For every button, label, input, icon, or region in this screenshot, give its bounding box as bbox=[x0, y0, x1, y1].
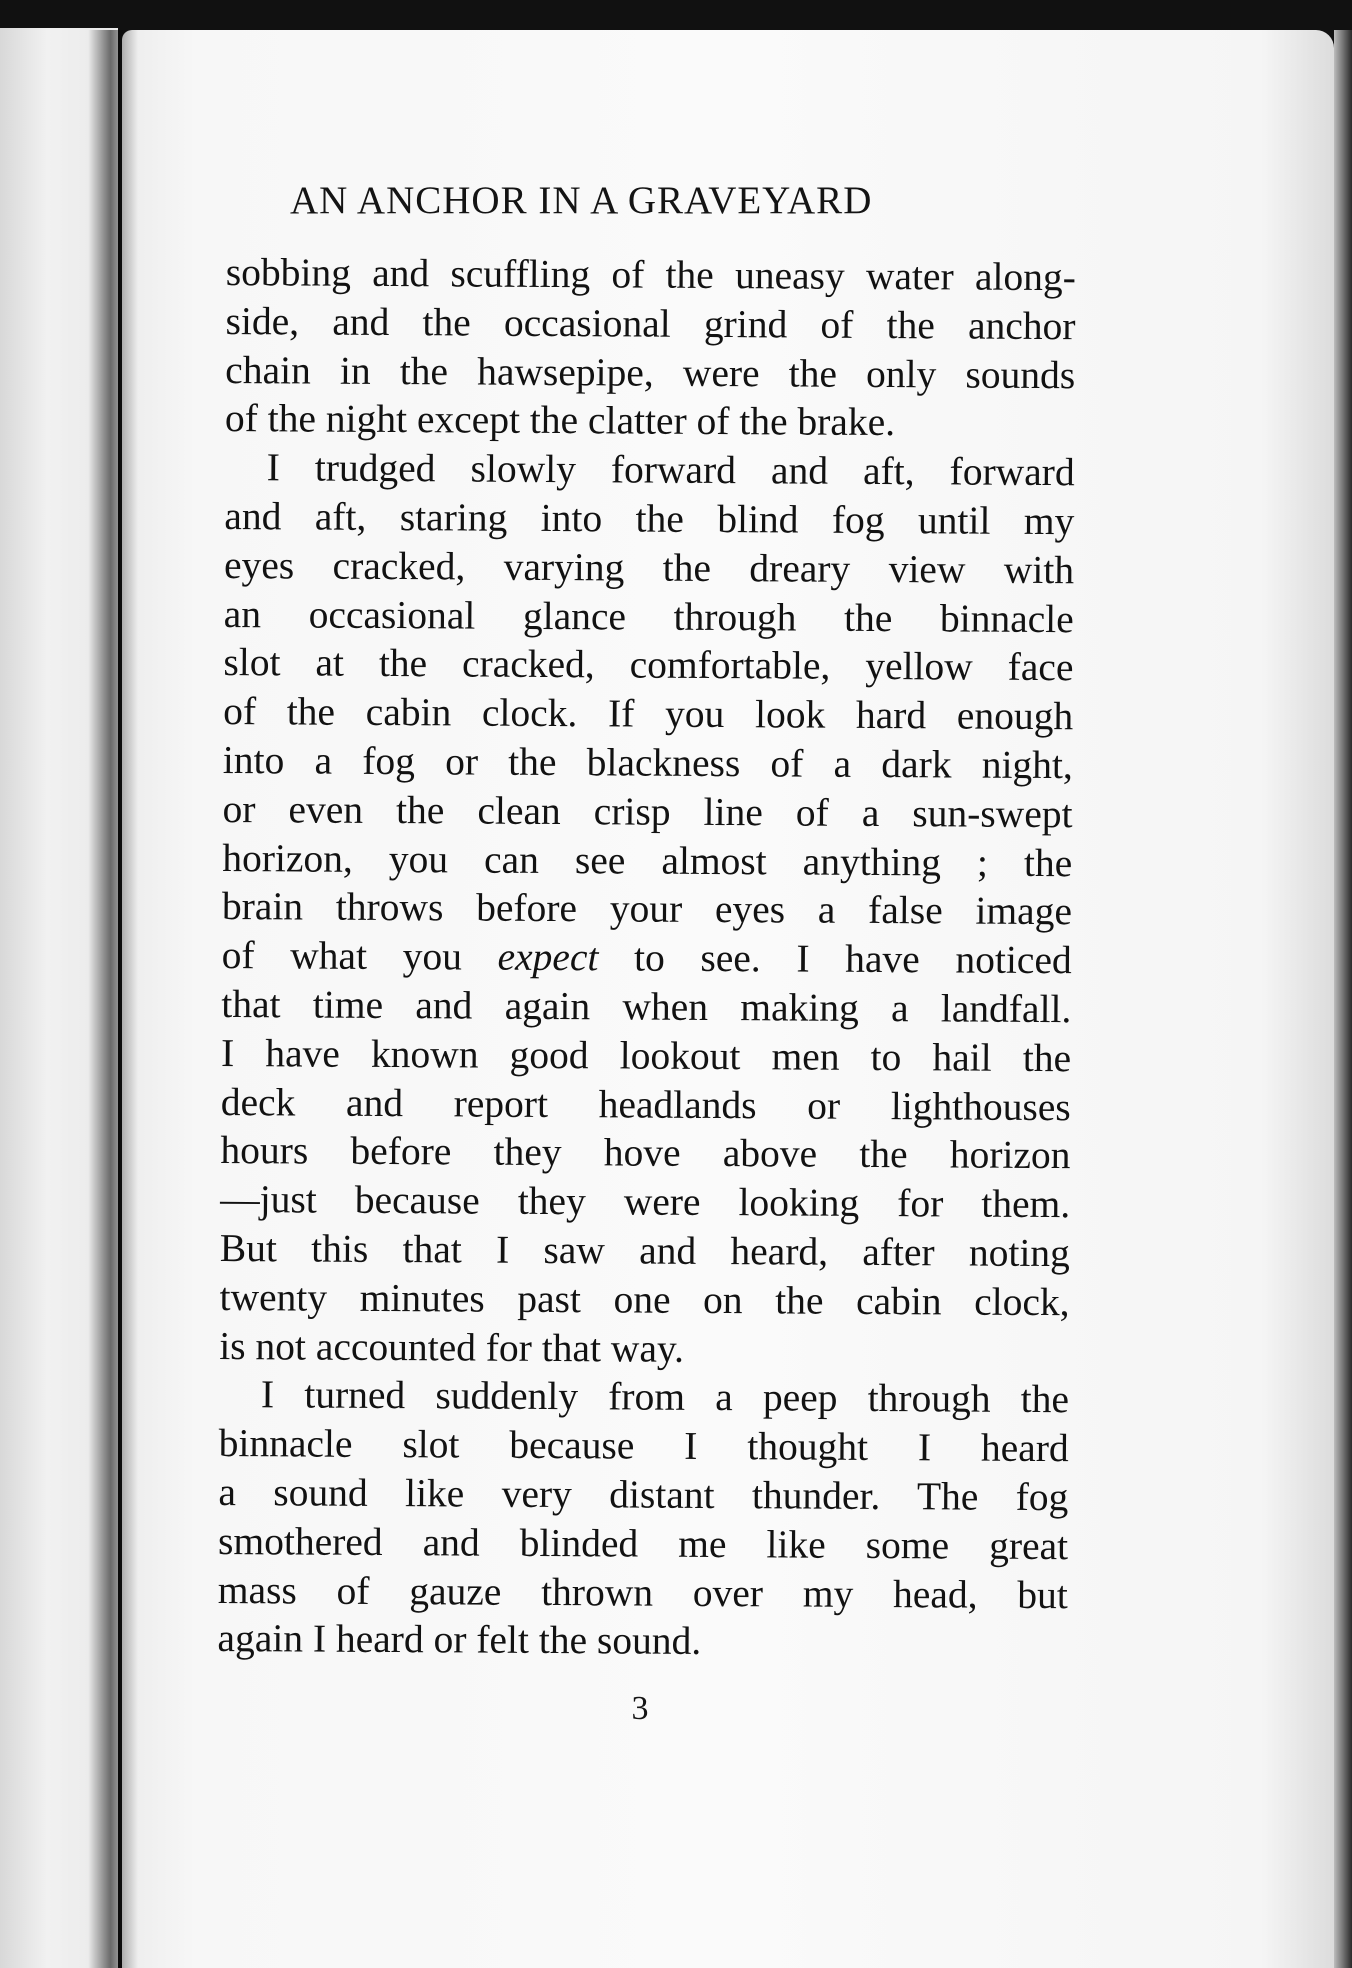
text-line: into a fog or the blackness of a dark night, bbox=[222, 737, 1073, 788]
text-line: chain in the hawsepipe, were the only sounds bbox=[225, 347, 1076, 397]
text-line: I have known good lookout men to hail the bbox=[220, 1030, 1072, 1080]
text-line: brain throws before your eyes a false image bbox=[221, 884, 1073, 934]
text-line: deck and report headlands or lighthouses bbox=[220, 1079, 1071, 1129]
paragraph-3 bbox=[217, 1370, 1069, 1668]
text-line: horizon, you can see almost anything ; the bbox=[222, 835, 1073, 885]
emphasized-word: expect bbox=[497, 934, 599, 980]
text-line: smothered and blinded me like some great bbox=[217, 1518, 1069, 1568]
text-line: I trudged slowly forward and aft, forward bbox=[266, 445, 1075, 495]
text-line: binnacle slot because I thought I heard bbox=[218, 1421, 1069, 1471]
text-line: and aft, staring into the blind fog until my bbox=[224, 493, 1075, 544]
text-line: or even the clean crisp line of a sun-swept bbox=[222, 786, 1073, 836]
text-line: that time and again when making a landfall. bbox=[221, 981, 1072, 1032]
page-right-edge bbox=[1334, 30, 1352, 1968]
text-segment: to see. I have noticed bbox=[633, 935, 1072, 983]
text-line: of the cabin clock. If you look hard enough bbox=[223, 689, 1074, 739]
paragraph-2 bbox=[219, 443, 1075, 1375]
body-text bbox=[217, 248, 1076, 1668]
text-line: mass of gauze thrown over my head, but bbox=[217, 1567, 1068, 1617]
text-line: But this that I saw and heard, after noting bbox=[219, 1225, 1071, 1276]
text-line: again I heard or felt the sound. bbox=[217, 1616, 702, 1664]
text-line: an occasional glance through the binnacle bbox=[223, 591, 1074, 641]
text-line: sobbing and scuffling of the uneasy water along- bbox=[225, 249, 1076, 300]
text-line-with-emphasis bbox=[222, 931, 1072, 985]
text-line: —just because they were looking for them. bbox=[220, 1177, 1071, 1227]
text-line: is not accounted for that way. bbox=[219, 1323, 685, 1371]
gutter-shadow bbox=[88, 30, 138, 1968]
text-line: side, and the occasional grind of the anchor bbox=[225, 298, 1076, 348]
text-line: of the night except the clatter of the brake. bbox=[224, 396, 896, 445]
running-header: AN ANCHOR IN A GRAVEYARD bbox=[290, 179, 873, 222]
page-number: 3 bbox=[631, 1690, 649, 1727]
text-line: eyes cracked, varying the dreary view with bbox=[223, 542, 1075, 592]
paragraph-1 bbox=[225, 248, 1076, 448]
text-line: slot at the cracked, comfortable, yellow face bbox=[223, 640, 1074, 690]
text-line: twenty minutes past one on the cabin clock, bbox=[219, 1274, 1070, 1324]
text-line: I turned suddenly from a peep through the bbox=[260, 1372, 1070, 1422]
text-line: hours before they hove above the horizon bbox=[220, 1128, 1071, 1178]
text-segment: of what you bbox=[221, 933, 463, 979]
text-line: a sound like very distant thunder. The fog bbox=[218, 1469, 1069, 1520]
